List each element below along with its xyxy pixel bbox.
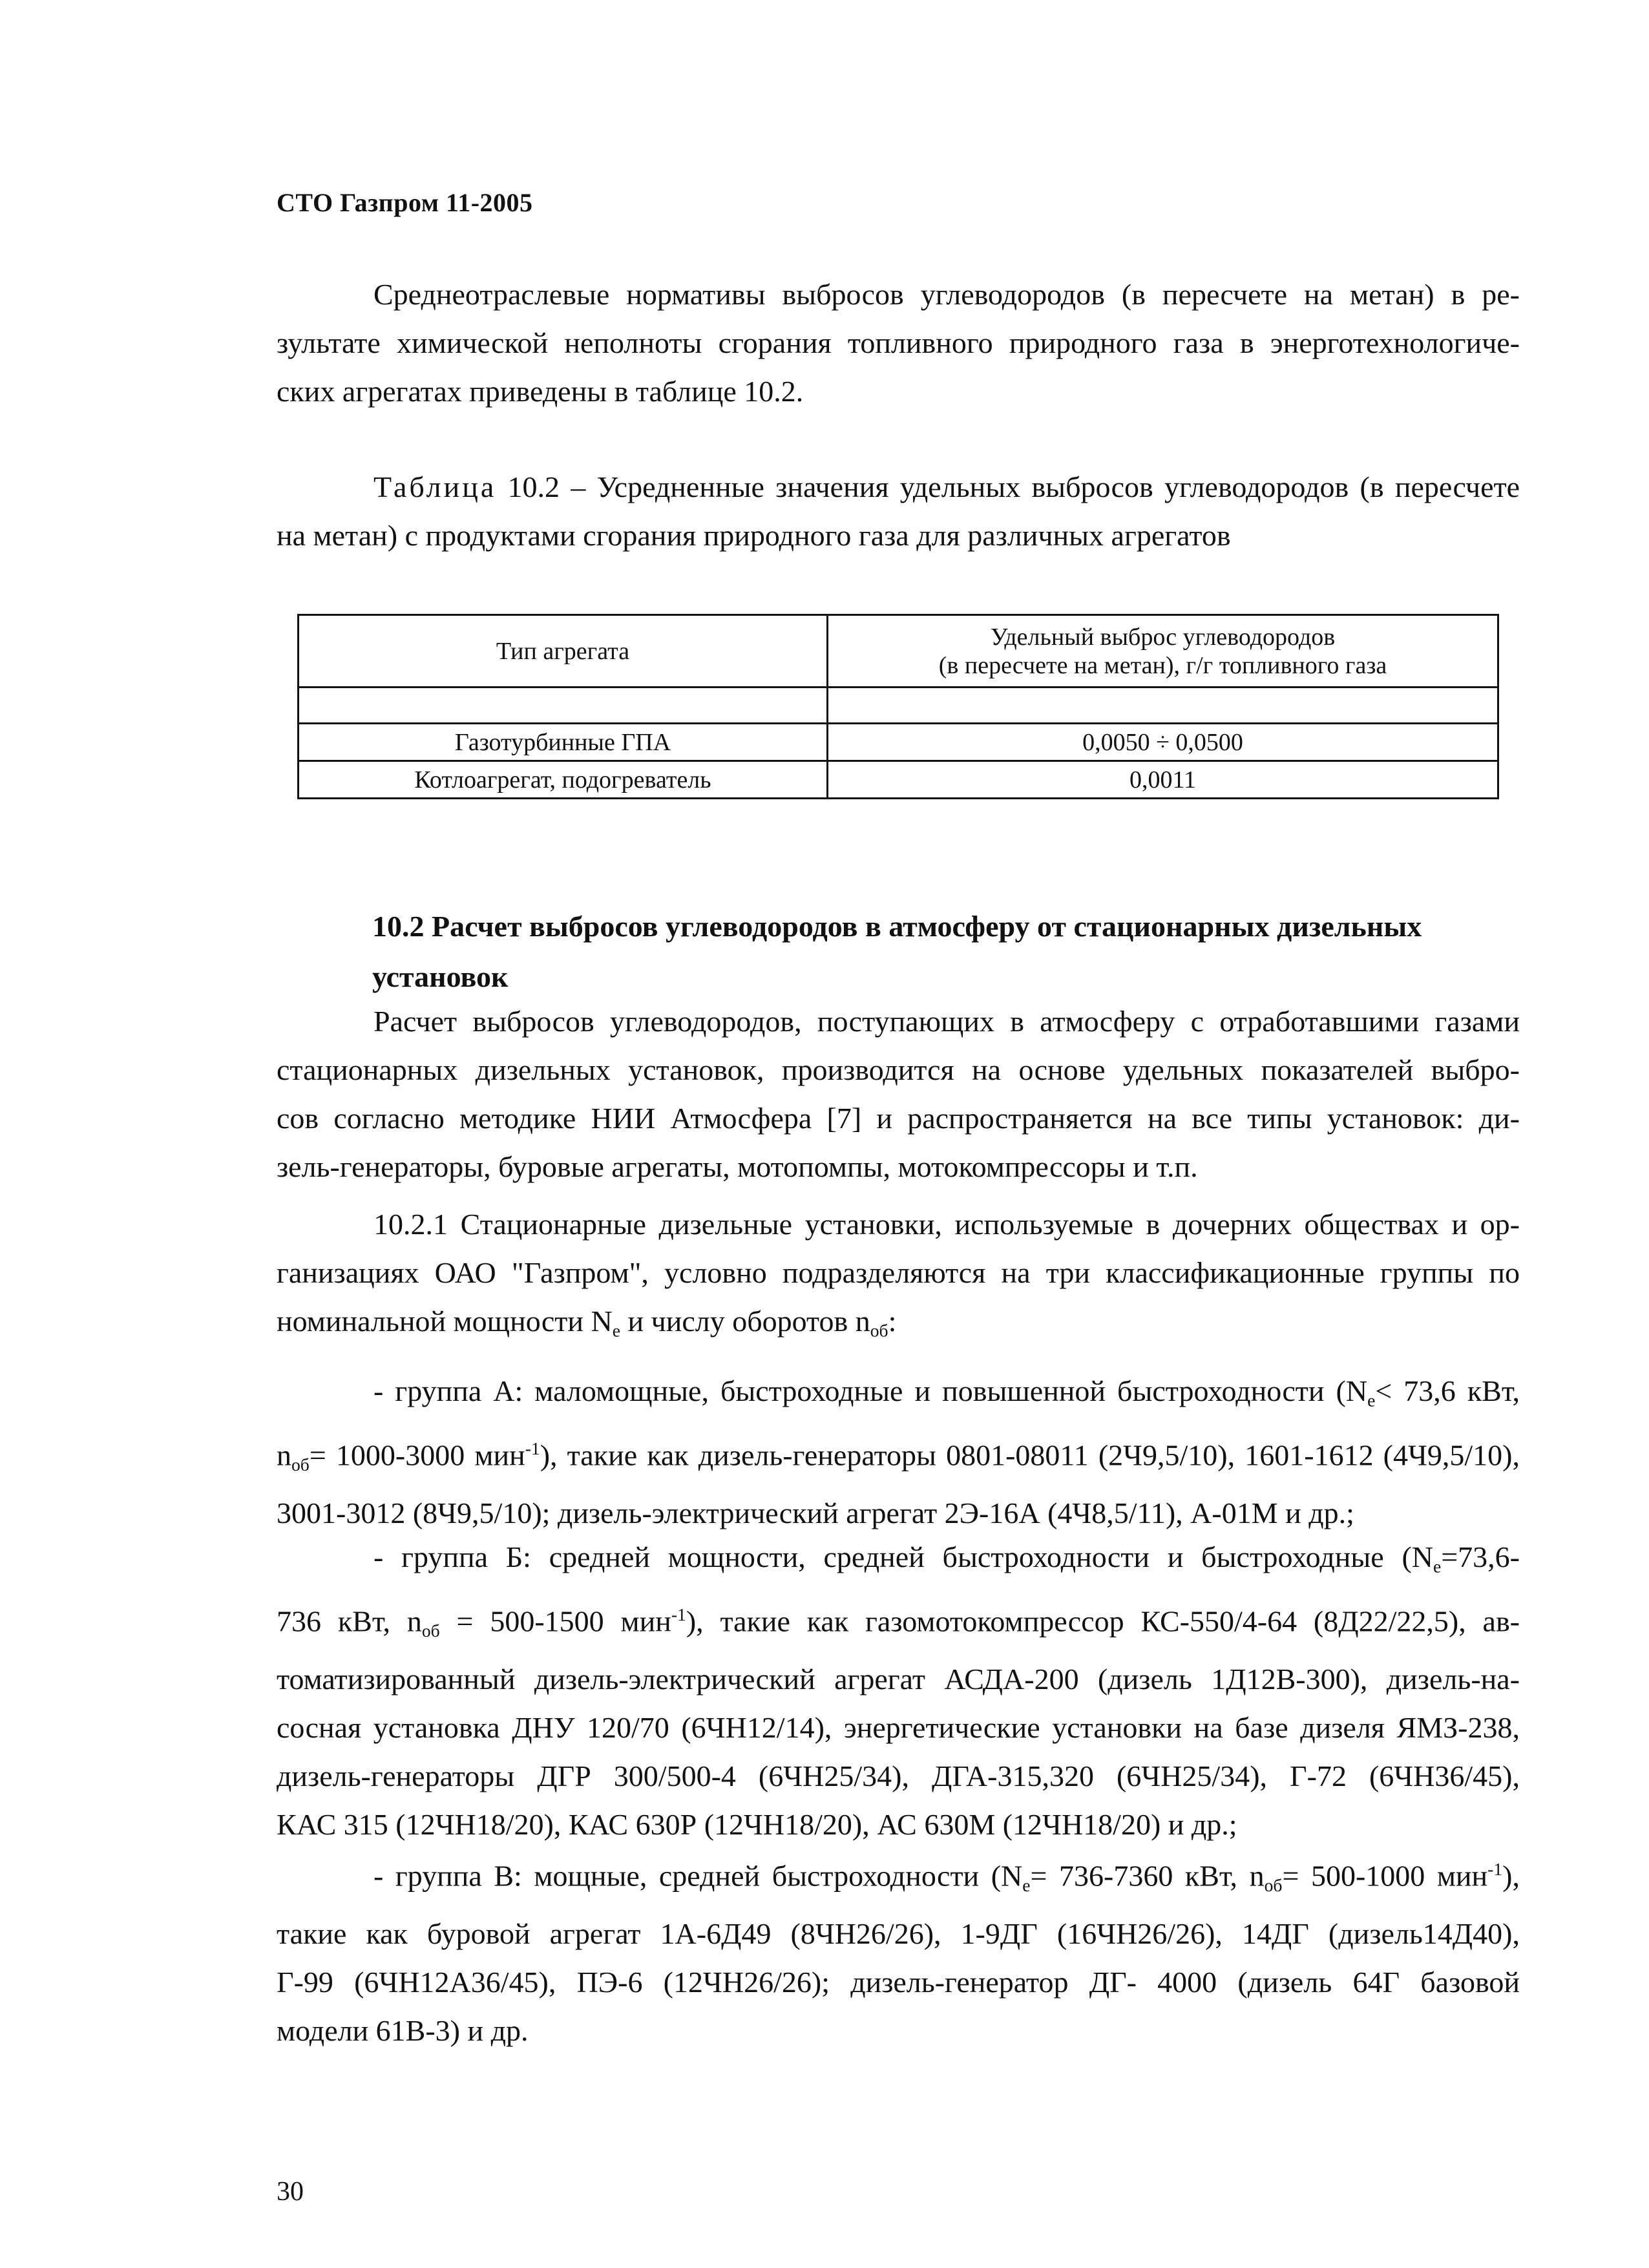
group-a-paragraph bbox=[277, 1367, 1520, 1537]
table-cell-type: Котлоагрегат, подогреватель bbox=[299, 761, 828, 799]
group-v-paragraph bbox=[277, 1845, 1520, 2055]
group-b-line-2: 736 кВт, $n_{об} = 500-1500$ мин$^{-1}$), такие как газомотокомпрессор КС-550/4-64 (8Д22/22,5), ав- bbox=[277, 1604, 1520, 1641]
class-line-1: 10.2.1 Стационарные дизельные установки, используемые в дочерних обществах и ор- bbox=[373, 1208, 1520, 1241]
table-header-emission-line-1: Удельный выброс углеводородов bbox=[990, 623, 1336, 651]
intro-line-3: ских агрегатах приведены в таблице 10.2. bbox=[277, 375, 804, 408]
intro-line-2: зультате химической неполноты сгорания топливного природного газа в энерготехнологиче- bbox=[277, 326, 1520, 359]
table-spacer-cell bbox=[828, 688, 1498, 724]
emissions-table bbox=[297, 614, 1499, 799]
group-b-line-5: дизель-генераторы ДГР 300/500-4 (6ЧН25/34), ДГА-315,320 (6ЧН25/34), Г-72 (6ЧН36/45), bbox=[277, 1759, 1520, 1793]
table-spacer-row bbox=[299, 688, 1498, 724]
group-v-line-2: такие как буровой агрегат 1А-6Д49 (8ЧН26/26), 1-9ДГ (16ЧН26/26), 14ДГ (дизель14Д40), bbox=[277, 1916, 1520, 1950]
table-header-emission-line-2: (в пересчете на метан), г/г топливного газа bbox=[938, 651, 1387, 679]
calc-line-2: стационарных дизельных установок, производится на основе удельных показателей выбро- bbox=[277, 1053, 1520, 1086]
intro-paragraph bbox=[277, 270, 1520, 415]
table-caption-label: Таблица bbox=[373, 470, 497, 503]
group-a-line-2: $n_{об}= 1000-3000$ мин$^{-1}$), такие как дизель-генераторы 0801-08011 (2Ч9,5/10), 1601-1612 (4Ч9,5/10), bbox=[277, 1438, 1520, 1475]
section-title-line-1: 10.2 Расчет выбросов углеводородов в атмосферу от стационарных дизельных bbox=[372, 910, 1422, 943]
group-b-paragraph bbox=[277, 1533, 1520, 1849]
table-caption-line-1 bbox=[277, 463, 1520, 511]
group-b-line-6: КАС 315 (12ЧН18/20), КАС 630Р (12ЧН18/20), АС 630М (12ЧН18/20) и др.; bbox=[277, 1808, 1237, 1842]
group-v-line-4: модели 61В-3) и др. bbox=[277, 2013, 529, 2047]
table-header-emission bbox=[828, 615, 1498, 688]
table-caption bbox=[277, 463, 1520, 560]
calc-line-3: сов согласно методике НИИ Атмосфера [7] и распространяется на все типы установок: ди- bbox=[277, 1102, 1520, 1135]
table-header-row bbox=[299, 615, 1498, 688]
table-spacer-cell bbox=[299, 688, 828, 724]
calc-line-4: зель-генераторы, буровые агрегаты, мотопомпы, мотокомпрессоры и т.п. bbox=[277, 1150, 1198, 1183]
section-title bbox=[372, 901, 1422, 1002]
group-a-line-3: 3001-3012 (8Ч9,5/10); дизель-электрический агрегат 2Э-16А (4Ч8,5/11), А-01М и др.; bbox=[277, 1496, 1354, 1530]
table-cell-type: Газотурбинные ГПА bbox=[299, 724, 828, 761]
group-v-line-3: Г-99 (6ЧН12А36/45), ПЭ-6 (12ЧН26/26); дизель-генератор ДГ- 4000 (дизель 64Г базовой bbox=[277, 1965, 1520, 1999]
document-code-header: СТО Газпром 11-2005 bbox=[277, 188, 533, 217]
intro-line-1: Среднеотраслевые нормативы выбросов углеводородов (в пересчете на метан) в ре- bbox=[373, 278, 1520, 311]
class-line-3: номинальной мощности $N_e$ и числу оборотов $n_{об}$: bbox=[277, 1305, 897, 1341]
table-caption-line-2: на метан) с продуктами сгорания природного газа для различных агрегатов bbox=[277, 519, 1231, 552]
table-cell-value: 0,0050 ÷ 0,0500 bbox=[828, 724, 1498, 761]
table-row bbox=[299, 761, 1498, 799]
table-header-type: Тип агрегата bbox=[299, 615, 828, 688]
section-title-line-2: установок bbox=[372, 960, 509, 993]
group-a-line-1: - группа А: маломощные, быстроходные и повышенной быстроходности ($N_e< 73,6$ кВт, bbox=[373, 1374, 1520, 1411]
calculation-paragraph bbox=[277, 997, 1520, 1191]
calc-line-1: Расчет выбросов углеводородов, поступающих в атмосферу с отработавшими газами bbox=[373, 1005, 1520, 1038]
classification-paragraph bbox=[277, 1200, 1520, 1354]
table-row bbox=[299, 724, 1498, 761]
table-cell-value: 0,0011 bbox=[828, 761, 1498, 799]
group-b-line-4: сосная установка ДНУ 120/70 (6ЧН12/14), энергетические установки на базе дизеля ЯМЗ-238, bbox=[277, 1711, 1520, 1745]
page-number: 30 bbox=[277, 2177, 304, 2207]
group-b-line-1: - группа Б: средней мощности, средней быстроходности и быстроходные ($N_e=73,6-$ bbox=[373, 1540, 1520, 1577]
table-caption-text: 10.2 – Усредненные значения удельных выбросов углеводородов (в пересчете bbox=[507, 470, 1520, 503]
class-line-2: ганизациях ОАО "Газпром", условно подразделяются на три классификационные группы по bbox=[277, 1256, 1520, 1289]
group-v-line-1: - группа В: мощные, средней быстроходности ($N_e= 736-7360$ кВт, $n_{об}= 500-1000$ мин$^{-1}$), bbox=[373, 1859, 1520, 1895]
group-b-line-3: томатизированный дизель-электрический агрегат АСДА-200 (дизель 1Д12В-300), дизель-на- bbox=[277, 1663, 1520, 1696]
